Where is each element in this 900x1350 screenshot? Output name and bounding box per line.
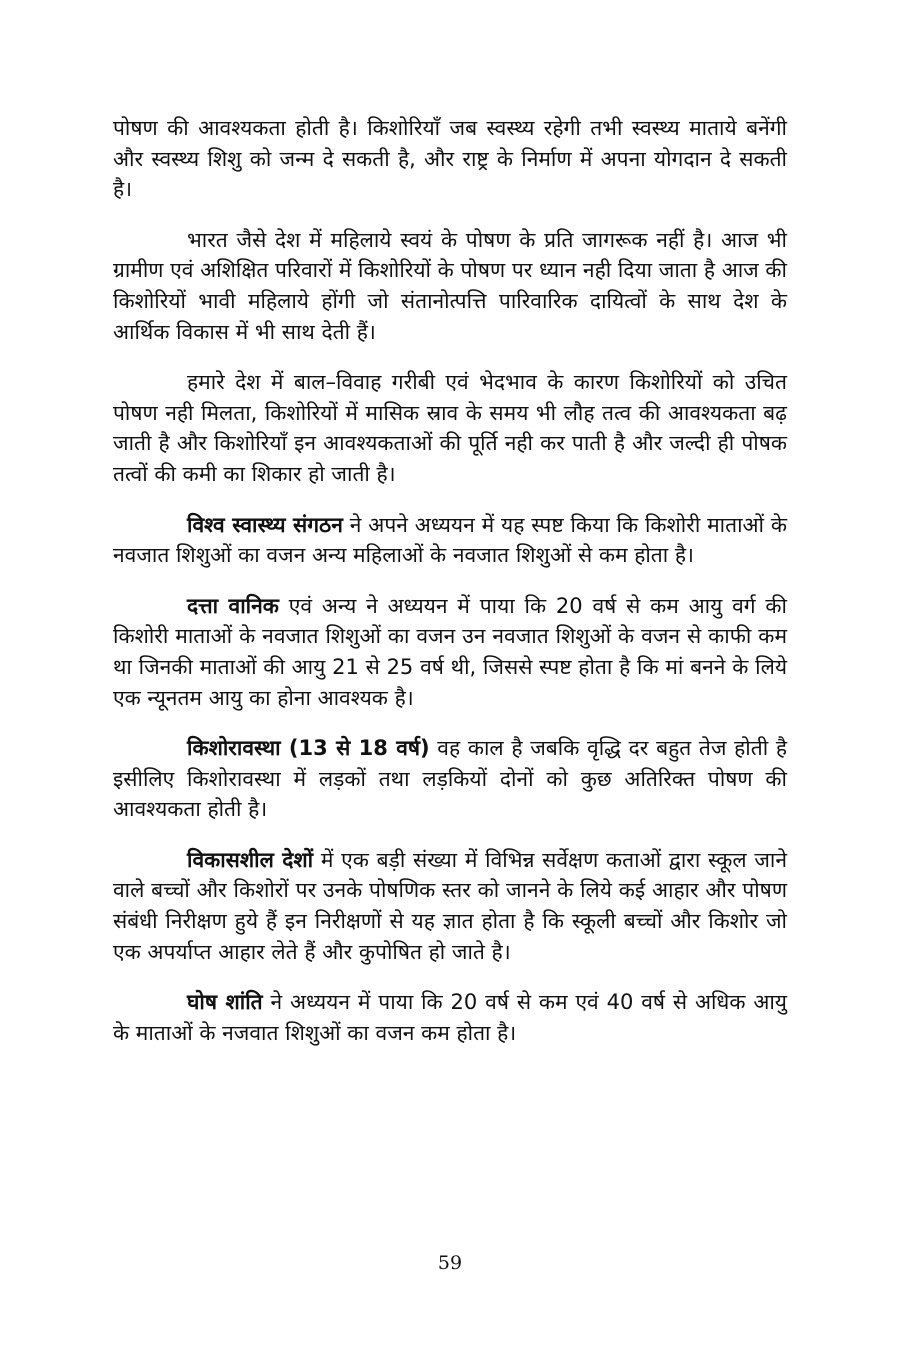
- paragraph-2: [113, 225, 787, 347]
- paragraph-text: ने अपने अध्ययन में यह स्पष्ट किया कि किशोरी माताओं के नवजात शिशुओं का वजन अन्य महिलाओं के नवजात शिशुओं से कम होता है।: [113, 512, 787, 568]
- paragraph-4: [113, 510, 787, 571]
- paragraph-6: [113, 733, 787, 825]
- paragraph-text: में एक बड़ी संख्या में विभिन्न सर्वेक्षण कताओं द्वारा स्कूल जाने वाले बच्चों और किशोरों पर उनके पोषणिक स्तर को जानने के लिये कई आहार और पोषण संबंधी निरीक्षण हुये हैं इन निरीक्षणों से यह ज्ञात होता है कि स्कूली बच्चों और किशोर जो एक अपर्याप्त आहार लेते हैं और कुपोषित हो जाते है।: [113, 847, 788, 964]
- paragraph-lead: घोष शांति: [187, 990, 263, 1015]
- paragraph-lead: किशोरावस्था (13 से 18 वर्ष): [187, 736, 430, 761]
- paragraph-lead: विकासशील देशों: [187, 847, 314, 872]
- paragraph-text: हमारे देश में बाल–विवाह गरीबी एवं भेदभाव के कारण किशोरियों को उचित पोषण नही मिलता, किशोरियों में मासिक स्राव के समय भी लौह तत्व की आवश्यकता बढ़ जाती है और किशोरियाँ इन आवश्यकताओं की पूर्ति नही कर पाती है और जल्दी ही पोषक तत्वों की कमी का शिकार हो जाती है।: [113, 370, 787, 486]
- paragraph-text: भारत जैसे देश में महिलाये स्वयं के पोषण के प्रति जागरूक नहीं है। आज भी ग्रामीण एवं अशिक्षित परिवारों में किशोरियों के पोषण पर ध्यान नही दिया जाता है आज की किशोरियों भावी महिलाये होंगी जो संतानोत्पत्ति पारिवारिक दायित्वों के साथ देश के आर्थिक विकास में भी साथ देती हैं।: [113, 227, 787, 344]
- paragraph-3: [113, 367, 787, 489]
- paragraph-text: ने अध्ययन में पाया कि 20 वर्ष से कम एवं 40 वर्ष से अधिक आयु के माताओं के नजवात शिशुओं का वजन कम होता है।: [113, 990, 787, 1045]
- paragraph-8: [113, 987, 787, 1048]
- paragraph-5: [113, 591, 787, 713]
- paragraph-lead: विश्व स्वास्थ्य संगठन: [187, 512, 343, 537]
- paragraph-1: [113, 113, 787, 205]
- paragraph-text: एवं अन्य ने अध्ययन में पाया कि 20 वर्ष से कम आयु वर्ग की किशोरी माताओं के नवजात शिशुओं का वजन उन नवजात शिशुओं के वजन से काफी कम था जिनकी माताओं की आयु 21 से 25 वर्ष थी, जिससे स्पष्ट होता है कि मां बनने के लिये एक न्यूनतम आयु का होना आवश्यक है।: [113, 593, 787, 710]
- paragraph-7: [113, 845, 787, 967]
- paragraph-text: वह काल है जबकि वृद्धि दर बहुत तेज होती है इसीलिए किशोरावस्था में लड़कों तथा लड़कियों दोनों को कुछ अतिरिक्त पोषण की आवश्यकता होती है।: [113, 736, 788, 822]
- paragraph-text: पोषण की आवश्यकता होती है। किशोरियाँ जब स्वस्थ्य रहेगी तभी स्वस्थ्य माताये बनेंगी और स्वस्थ्य शिशु को जन्म दे सकती है, और राष्ट्र के निर्माण में अपना योगदान दे सकती है।: [113, 116, 787, 202]
- body-text: [113, 113, 787, 1068]
- page-number: 59: [437, 1252, 463, 1274]
- paragraph-lead: दत्ता वानिक: [187, 593, 279, 618]
